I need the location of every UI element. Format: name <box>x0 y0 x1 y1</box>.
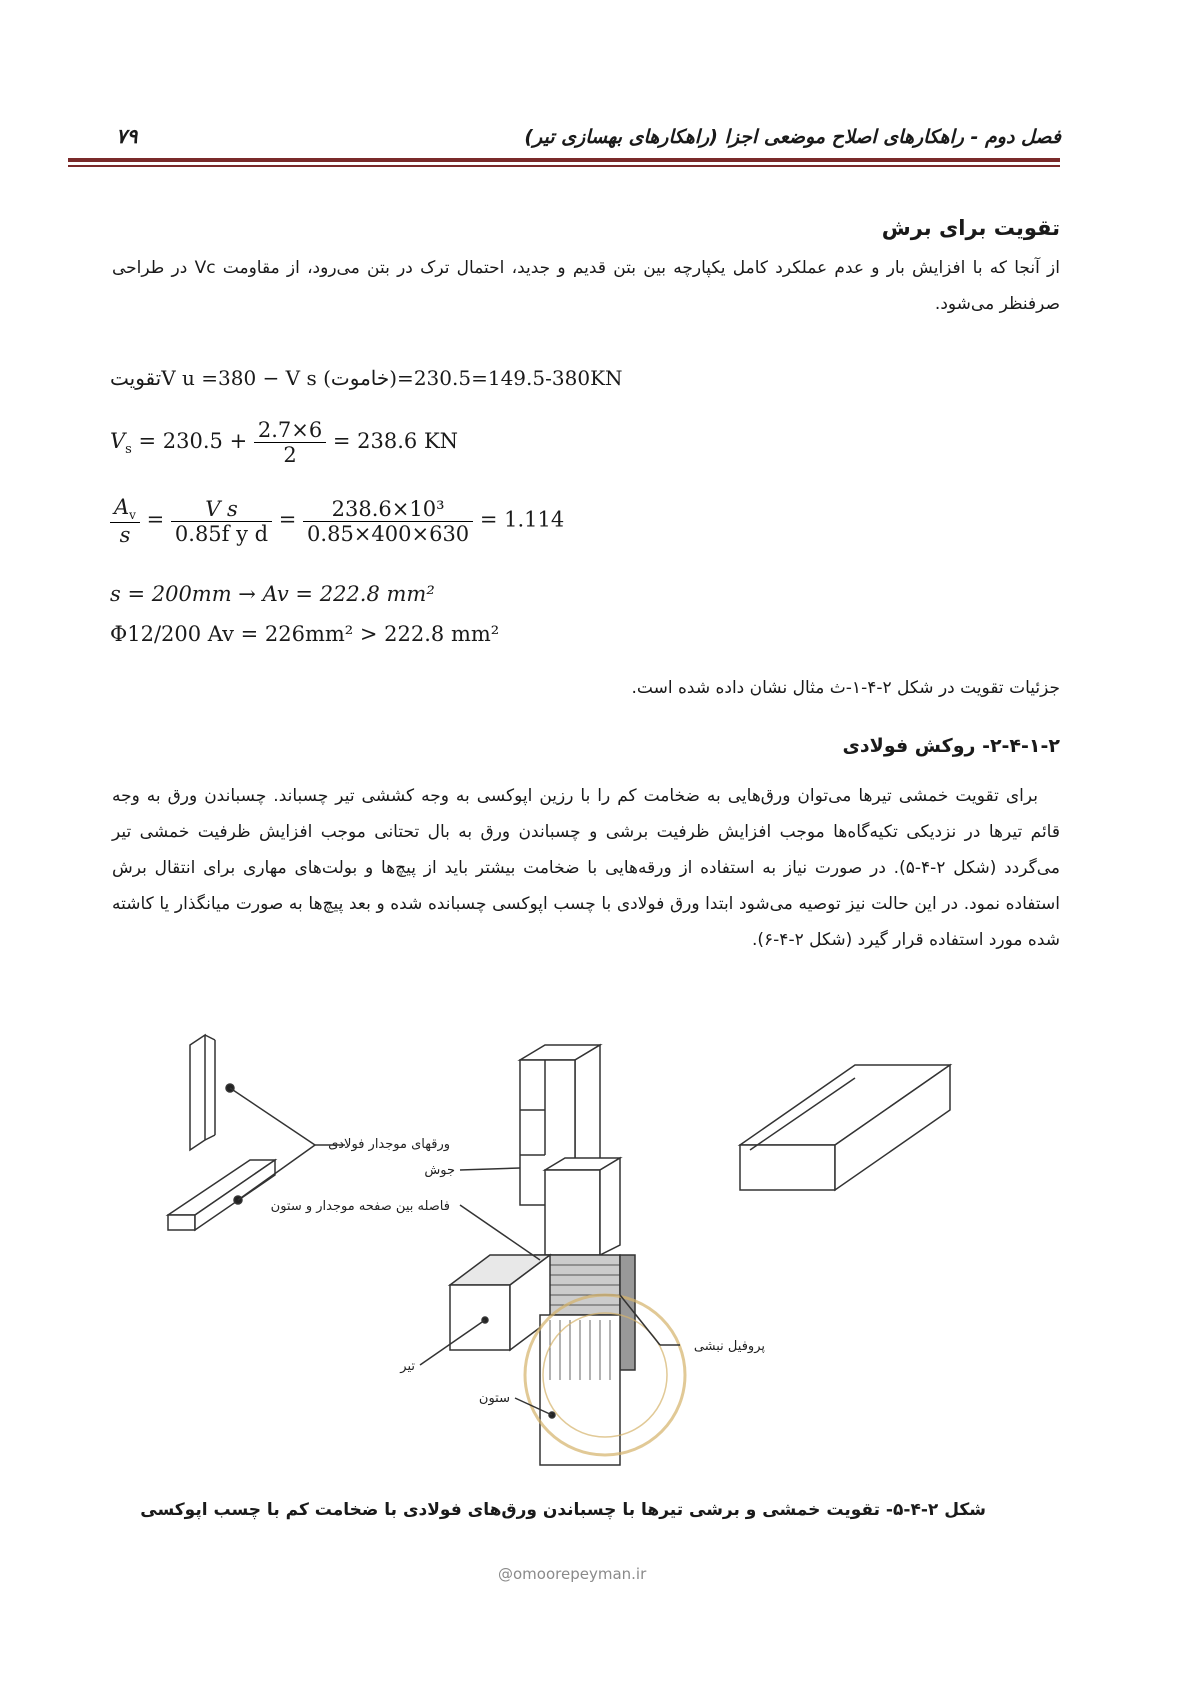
header-rule <box>68 158 1060 162</box>
figure-steel-plates <box>150 1020 1060 1480</box>
label-plates: ورقهای موجدار فولادی <box>328 1137 450 1152</box>
section-heading-steel-cover: ۲-۴-۱-۲- روکش فولادی <box>842 735 1060 757</box>
formula-vs: $V_s = 230.5$ + $\frac{2.7\times 6}{2}$ = 238.6 KN <box>110 418 459 467</box>
figure-caption: شکل ۲-۴-۵- تقویت خمشی و برشی تیرها با چسباندن ورق‌های فولادی با ضخامت کم با چسب اپوکسی <box>140 1500 986 1520</box>
page-number: ۷۹ <box>116 124 138 148</box>
right-channel-sketch <box>740 1065 950 1190</box>
horizontal-plate-sketch <box>168 1160 275 1230</box>
formula-s-av: s = 200mm → Av = 222.8 mm² <box>110 582 435 606</box>
details-note: جزئیات تقویت در شکل ۲-۴-۱-ث مثال نشان داده شده است. <box>631 678 1060 698</box>
formula-vu: تقویتV u =380 − V s (خاموت)=380-149.5=230.5KN <box>110 366 623 390</box>
label-angle-profile: پروفیل نبشی <box>693 1339 765 1354</box>
steel-cover-paragraph: برای تقویت خمشی تیرها می‌توان ورق‌هایی به ضخامت کم را با رزین اپوکسی به وجه کششی تیر چسباند. چسباندن ورق به وجه قائم تیرها در نزدیکی تکیه‌گاه‌ها موجب افزایش ظرفیت برشی و چسباندن ورق به بال تحتانی موجب افزایش ظرفیت خمشی تیر می‌گردد (شکل ۲-۴-۵). در صورت نیاز به استفاده از ورقه‌هایی با ضخامت بیشتر باید از پیچ‌ها و بولت‌های مهاری برای انتقال برش استفاده نمود. در این حالت نیز توصیه می‌شود ابتدا ورق فولادی با چسب اپوکسی چسبانده شده و بعد پیچ‌ها به صورت میانگذار یا کاشته شده مورد استفاده قرار گیرد (شکل ۲-۴-۶). <box>112 786 1060 950</box>
formula-av-s: $\frac{A_v}{s}$ = $\frac{\text{V s}}{\text{0.85f y d}}$ = $\frac{\text{238.6×10³}}{0.85\times 400\times 630}$ = 1.114 <box>110 495 564 547</box>
label-gap: فاصله بین صفحه موجدار و ستون <box>270 1199 450 1214</box>
label-column: ستون <box>478 1391 510 1406</box>
shear-paragraph: از آنجا که با افزایش بار و عدم عملکرد کامل یکپارچه بین بتن قدیم و جدید، احتمال ترک در بتن می‌رود، از مقاومت Vc در طراحی صرفنظر می‌شود. <box>112 258 1060 314</box>
section-heading-shear: تقویت برای برش <box>881 216 1060 240</box>
chapter-header-title: فصل دوم - راهکارهای اصلاح موضعی اجزا (راهکارهای بهسازی تیر) <box>524 126 1061 148</box>
label-beam: تیر <box>400 1359 415 1374</box>
site-watermark: @omoorepeyman.ir <box>498 1565 647 1583</box>
vertical-plate-sketch <box>190 1035 234 1150</box>
label-weld: جوش <box>424 1163 455 1178</box>
header-rule-thin <box>68 165 1060 167</box>
formula-phi: Φ12/200 Av = 226mm² > 222.8 mm² <box>110 622 500 646</box>
